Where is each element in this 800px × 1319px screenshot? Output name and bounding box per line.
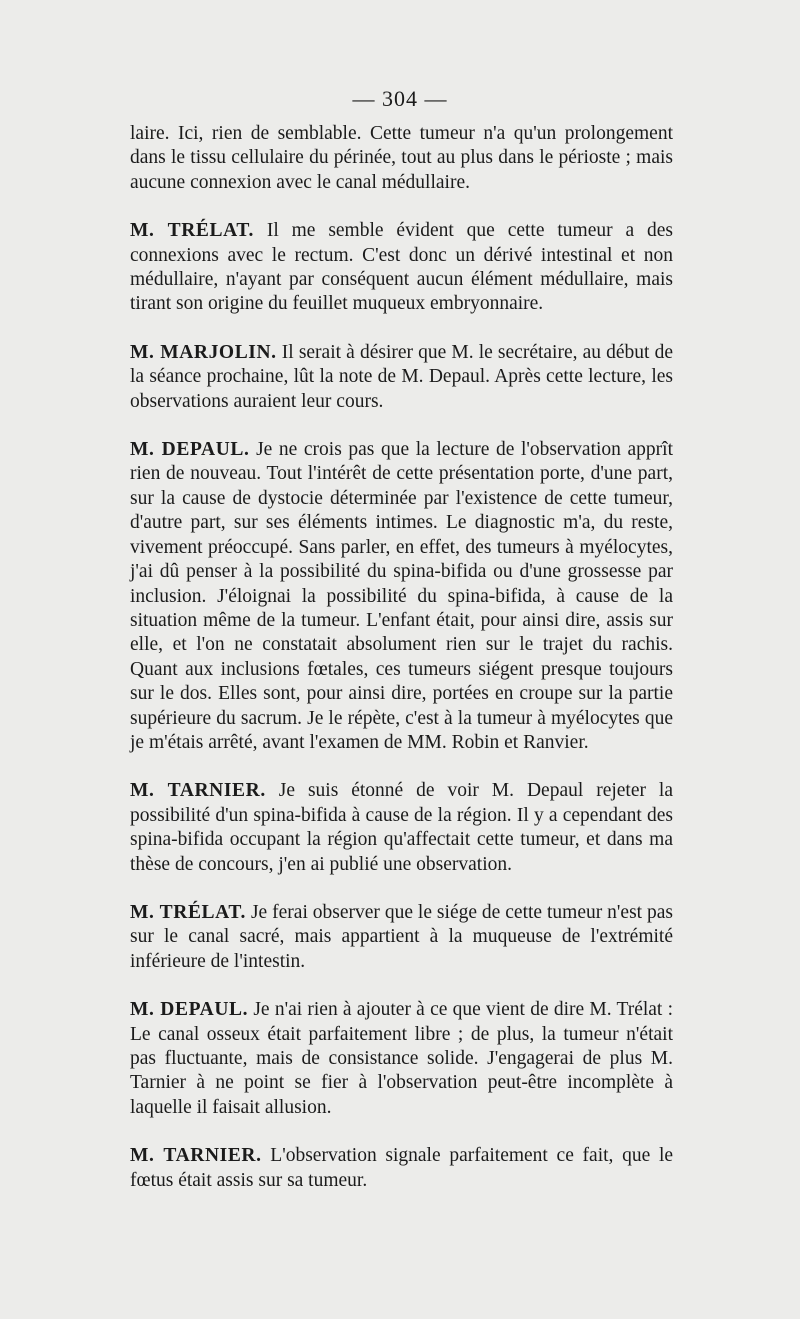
speaker-name: M. TRÉLAT. [130,901,247,923]
page-number: — 304 — [352,86,448,111]
paragraph-text: Il serait à désirer que M. le secrétaire, au début de la séance prochaine, lût la note de M. Depaul. Après cette lecture, les observations auraient leur cours. [130,341,674,412]
paragraph-text: Je n'ai rien à ajouter à ce que vient de dire M. Trélat : Le canal osseux était parfaitement libre ; de plus, la tumeur n'était pas fluctuante, mais de consistance solide. J'engagerai de plus M. Tarnier à ne point se fier à l'observation peut-être incomplète à laquelle il faisait allusion. [130,999,673,1118]
speaker-name: M. MARJOLIN. [130,341,277,363]
paragraph-text: Il me semble évident que cette tumeur a des connexions avec le rectum. C'est donc un dérivé intestinal et non médullaire, n'ayant par conséquent aucun élément médullaire, mais tirant son origine du feuillet muqueux embryonnaire. [130,220,673,315]
speaker-name: M. TARNIER. [130,1145,262,1167]
speaker-name: M. TRÉLAT. [130,220,254,242]
speaker-name: M. DEPAUL. [130,439,250,461]
paragraph-continuation [130,122,673,195]
paragraph-text: Je ne crois pas que la lecture de l'observation apprît rien de nouveau. Tout l'intérêt de cette présentation porte, d'une part, sur la cause de dystocie déterminée par l'existence de cette tumeur, d'autre part, sur ses éléments intimes. Le diagnostic m'a, du reste, vivement préoccupé. Sans parler, en effet, des tumeurs à myélocytes, j'ai dû penser à la possibilité du spina-bifida ou d'une grossesse par inclusion. J'éloignai la possibilité du spina-bifida, à cause de la situation même de la tumeur. L'enfant était, pour ainsi dire, assis sur elle, et l'on ne constatait absolument rien sur le trajet du rachis. Quant aux inclusions fœtales, ces tumeurs siégent presque toujours sur le dos. Elles sont, pour ainsi dire, portées en croupe sur la partie supérieure du sacrum. Je le répète, c'est à la tumeur à myélocytes que je m'étais arrêté, avant l'examen de MM. Robin et Ranvier. [130,439,673,753]
speaker-name: M. TARNIER. [130,780,266,802]
paragraph-text: laire. Ici, rien de semblable. Cette tumeur n'a qu'un prolongement dans le tissu cellulaire du périnée, tout au plus dans le périoste ; mais aucune connexion avec le canal médullaire. [130,123,673,193]
paragraph-depaul-1 [130,438,673,755]
paragraph-marjolin [130,341,673,414]
paragraph-depaul-2 [130,998,673,1120]
paragraph-tarnier-2 [130,1144,673,1193]
paragraph-text: Je suis étonné de voir M. Depaul rejeter la possibilité d'un spina-bifida à cause de la région. Il y a cependant des spina-bifida occupant la région qu'affectait cette tumeur, et dans ma thèse de concours, j'en ai publié une observation. [130,780,673,875]
page-body [130,122,673,1217]
paragraph-trelat-1 [130,219,673,317]
paragraph-text: Je ferai observer que le siége de cette tumeur n'est pas sur le canal sacré, mais appartient à la muqueuse de l'extrémité inférieure de l'intestin. [130,901,673,972]
speaker-name: M. DEPAUL. [130,999,249,1021]
paragraph-text: L'observation signale parfaitement ce fait, que le fœtus était assis sur sa tumeur. [130,1145,674,1191]
paragraph-trelat-2 [130,901,673,974]
paragraph-tarnier-1 [130,779,673,877]
